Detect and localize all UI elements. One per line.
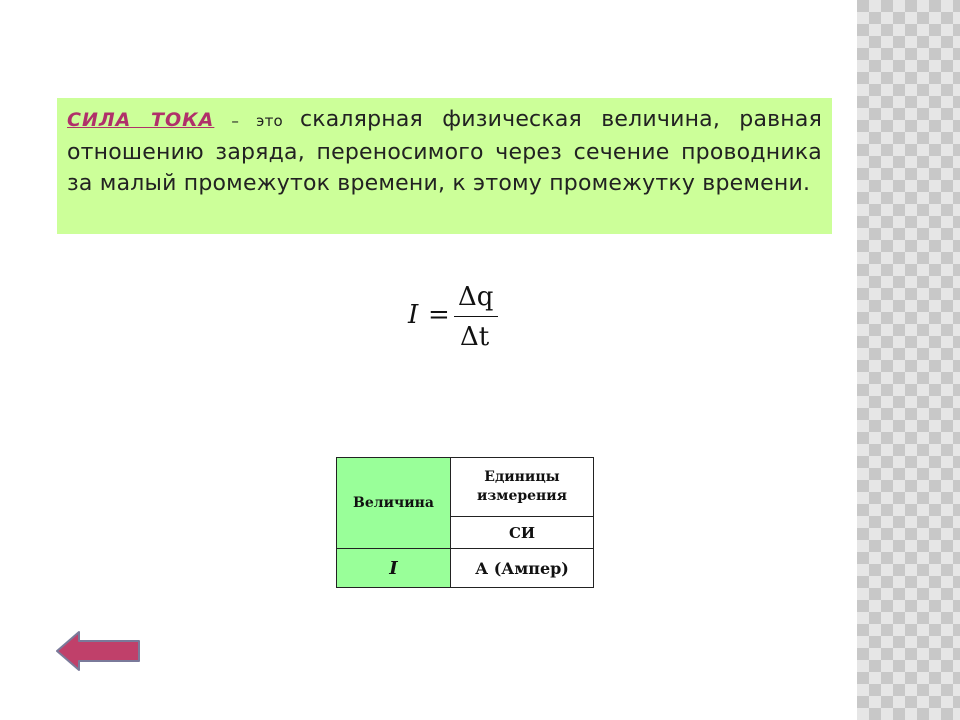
table-row — [337, 458, 594, 517]
header-si: СИ — [451, 517, 594, 549]
left-arrow-icon[interactable] — [55, 630, 141, 672]
units-table — [336, 457, 594, 588]
formula-fraction-line — [454, 316, 498, 317]
header-units: Единицы измерения — [451, 458, 594, 517]
formula-lhs: I — [408, 300, 419, 330]
cell-unit: А (Ампер) — [451, 549, 594, 588]
definition-paragraph — [67, 104, 822, 199]
cell-symbol: I — [337, 549, 451, 588]
formula-equals: = — [428, 300, 450, 330]
formula-numerator: Δq — [458, 282, 494, 312]
definition-body: скалярная физическая величина, равная отношению заряда, переносимого через сечение проводника за малый промежуток времени, к этому промежутку времени. — [67, 107, 823, 196]
decorative-side-pattern — [857, 0, 960, 720]
formula-denominator: Δt — [460, 322, 490, 352]
header-quantity: Величина — [337, 458, 451, 549]
definition-dash: – это — [214, 112, 300, 130]
current-formula — [408, 282, 508, 352]
definition-box — [57, 98, 832, 234]
table-row — [337, 549, 594, 588]
definition-term: СИЛА ТОКА — [67, 109, 215, 131]
